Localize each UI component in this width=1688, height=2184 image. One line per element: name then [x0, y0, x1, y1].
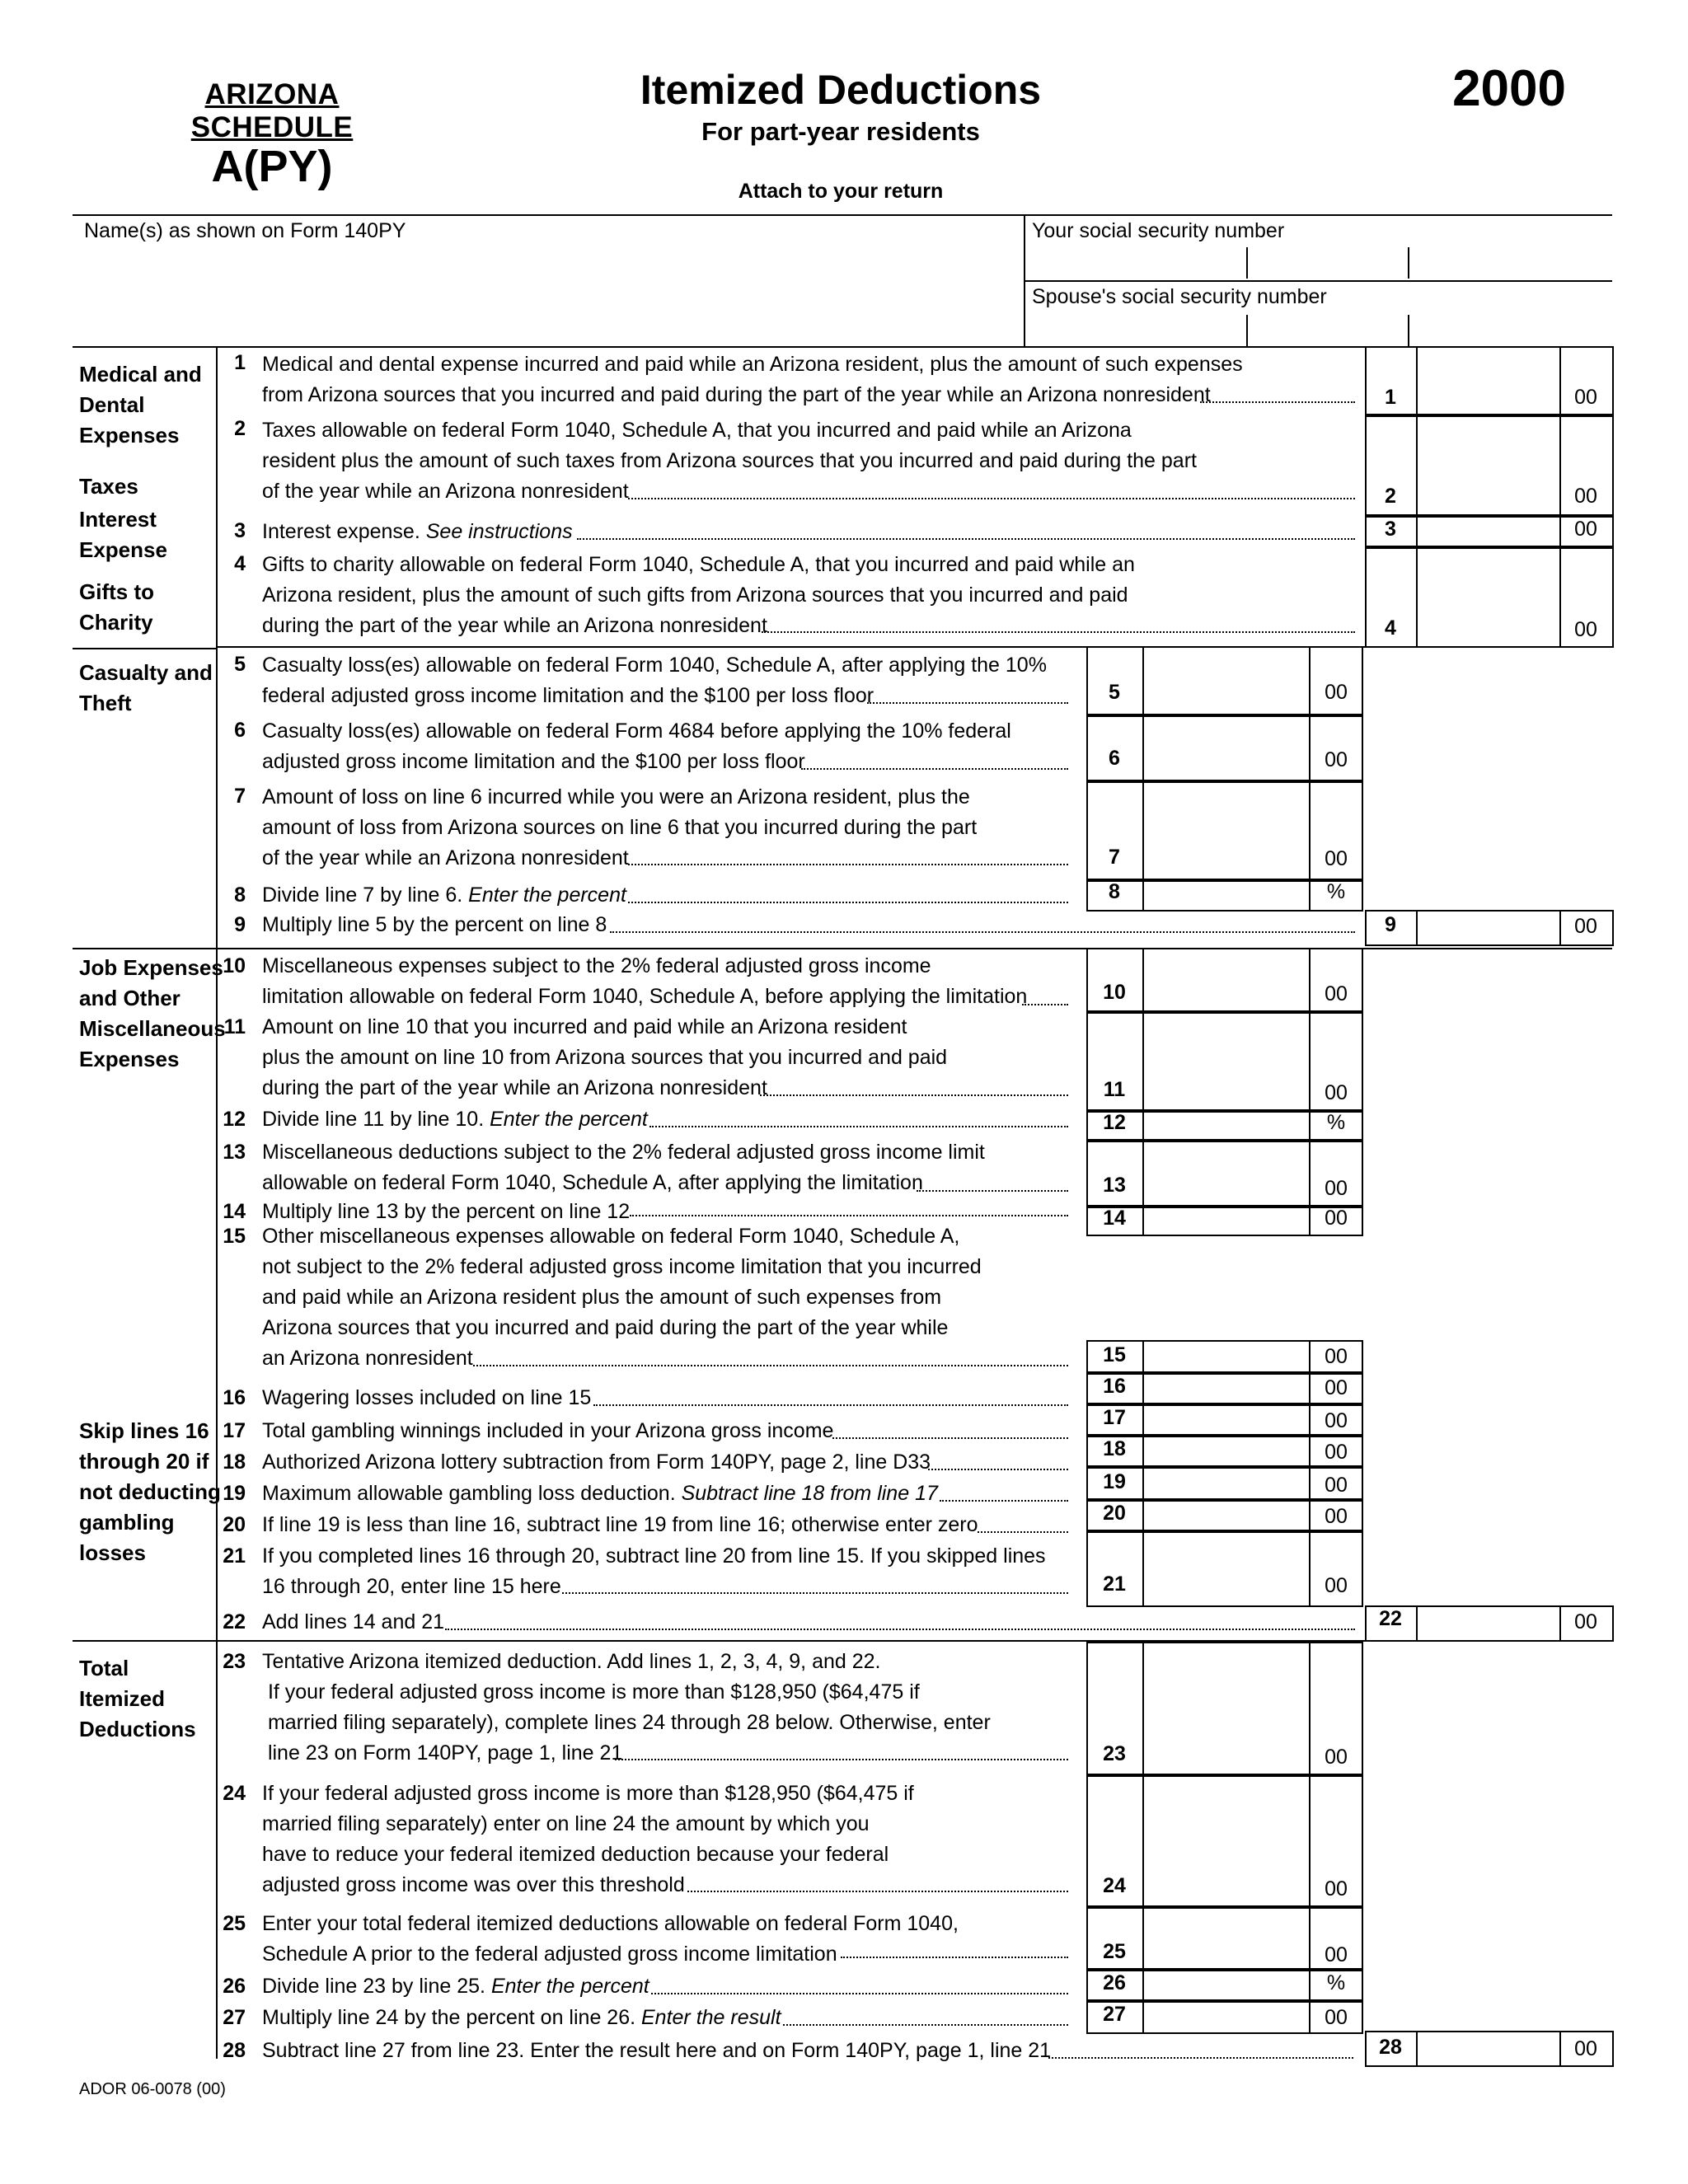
form-subtitle: For part-year residents [701, 117, 980, 146]
divider [73, 648, 216, 649]
line-number: 9 [234, 913, 246, 936]
divider [216, 346, 218, 2059]
line-2-text: Taxes allowable on federal Form 1040, Schedule A, that you incurred and paid while an Arizona resident plus the amount of such taxes from Arizona sources that you incurred and paid during the part of the year while an Arizona nonresident [262, 419, 1197, 503]
line-number: 11 [223, 1015, 246, 1038]
line-number: 20 [223, 1513, 246, 1536]
line-number: 18 [223, 1451, 246, 1474]
names-label: Name(s) as shown on Form 140PY [84, 219, 406, 242]
divider [1024, 280, 1612, 282]
line-number: 3 [234, 519, 246, 542]
line-number: 1 [234, 351, 246, 374]
line-number: 15 [223, 1225, 246, 1248]
line-number: 16 [223, 1386, 246, 1409]
line-number: 17 [223, 1419, 246, 1442]
spouse-ssn-label: Spouse's social security number [1032, 285, 1327, 308]
line-number: 19 [223, 1482, 246, 1505]
line-10-text: Miscellaneous expenses subject to the 2% federal adjusted gross income limitation allowable on federal Form 1040, Schedule A, before applying the limitation [262, 954, 1028, 1008]
line-number: 5 [234, 653, 246, 676]
divider [1246, 247, 1248, 279]
form-code: ADOR 06-0078 (00) [79, 2080, 226, 2098]
line-number: 21 [223, 1544, 246, 1568]
line-number: 28 [223, 2039, 246, 2062]
schedule-header [124, 78, 420, 192]
schedule-title: ARIZONA SCHEDULE [190, 78, 354, 143]
line-26-text: Divide line 23 by line 25. Enter the percent [262, 1975, 649, 1998]
line-number: 8 [234, 883, 246, 907]
line-6-text: Casualty loss(es) allowable on federal Form 4684 before applying the 10% federal adjusted gross income limitation and the $100 per loss floor [262, 719, 1011, 773]
line-number: 10 [223, 954, 246, 977]
line-28-text: Subtract line 27 from line 23. Enter the result here and on Form 140PY, page 1, line 21 [262, 2039, 1052, 2062]
line-14-text: Multiply line 13 by the percent on line 12 [262, 1200, 631, 1223]
line-15-text: Other miscellaneous expenses allowable on federal Form 1040, Schedule A, not subject to the 2% federal adjusted gross income limitation that you incurred and paid while an Arizona resident plus the amount of such expenses from Arizona sources that you incurred and paid during the part of the year while an Arizona nonresident [262, 1225, 982, 1370]
line-number: 2 [234, 417, 246, 440]
line-19-text: Maximum allowable gambling loss deduction. Subtract line 18 from line 17 [262, 1482, 938, 1505]
line-number: 4 [234, 552, 246, 575]
line-27-text: Multiply line 24 by the percent on line 26. Enter the result [262, 2006, 781, 2029]
ssn-label: Your social security number [1032, 219, 1285, 242]
line-22-text: Add lines 14 and 21 [262, 1610, 445, 1633]
divider [1246, 315, 1248, 346]
line-16-text: Wagering losses included on line 15 [262, 1386, 592, 1409]
line-number: 12 [223, 1108, 246, 1131]
line-number: 25 [223, 1912, 246, 1935]
section-total: Total Itemized Deductions [79, 1656, 196, 1741]
form-title: Itemized Deductions [640, 67, 1042, 113]
divider [73, 214, 1612, 216]
line-number: 23 [223, 1650, 246, 1673]
line-20-text: If line 19 is less than line 16, subtract line 19 from line 16; otherwise enter zero [262, 1513, 978, 1536]
tax-year: 2000 [1452, 60, 1566, 117]
line-13-text: Miscellaneous deductions subject to the 2% federal adjusted gross income limit allowable on federal Form 1040, Schedule A, after applying the limitation [262, 1141, 985, 1194]
section-taxes: Taxes [79, 474, 138, 499]
attach-note: Attach to your return [738, 180, 944, 203]
line-9-text: Multiply line 5 by the percent on line 8 [262, 913, 607, 936]
section-medical: Medical and Dental Expenses [79, 362, 202, 448]
line-4-text: Gifts to charity allowable on federal Form 1040, Schedule A, that you incurred and paid while an Arizona resident, plus the amount of such gifts from Arizona sources that you incurred and paid during the part of the year while an Arizona nonresident [262, 553, 1135, 637]
schedule-code: A(PY) [211, 142, 333, 191]
divider [73, 948, 1612, 949]
line-24-text: If your federal adjusted gross income is more than $128,950 ($64,475 if married filing separately) enter on line 24 the amount by which you have to reduce your federal itemized deduction because your federal adjusted gross income was over this threshold [262, 1782, 914, 1896]
line-number: 13 [223, 1141, 246, 1164]
line-1-text: Medical and dental expense incurred and paid while an Arizona resident, plus the amount of such expenses from Arizona sources that you incurred and paid during the part of the year while an Arizona nonresident [262, 353, 1243, 406]
line-number: 27 [223, 2006, 246, 2029]
line-number: 14 [223, 1200, 246, 1223]
line-number: 22 [223, 1610, 246, 1633]
ssn-field[interactable] [1030, 247, 1607, 279]
names-field[interactable] [79, 247, 1019, 338]
section-job-expenses: Job Expenses and Other Miscellaneous Expenses [79, 955, 226, 1071]
line-8-text: Divide line 7 by line 6. Enter the percent [262, 883, 626, 907]
line-17-text: Total gambling winnings included in your Arizona gross income [262, 1419, 834, 1442]
line-number: 24 [223, 1782, 246, 1805]
line-21-text: If you completed lines 16 through 20, subtract line 20 from line 15. If you skipped lines 16 through 20, enter line 15 here [262, 1544, 1046, 1598]
line-23-text: Tentative Arizona itemized deduction. Add lines 1, 2, 3, 4, 9, and 22. If your federal adjusted gross income is more than $128,950 ($64,475 if married filing separately), complete lines 24 through 28 below. Otherwise, enter line 23 on Form 140PY, page 1, line 21 [262, 1650, 991, 1765]
spouse-ssn-field[interactable] [1030, 313, 1607, 344]
line-number: 6 [234, 719, 246, 742]
line-11-text: Amount on line 10 that you incurred and paid while an Arizona resident plus the amount on line 10 from Arizona sources that you incurred and paid during the part of the year while an Arizona nonresident [262, 1015, 948, 1099]
line-25-text: Enter your total federal itemized deductions allowable on federal Form 1040, Schedule A prior to the federal adjusted gross income limitation [262, 1912, 959, 1966]
divider [1408, 247, 1409, 279]
section-interest: Interest Expense [79, 507, 167, 562]
line-7-text: Amount of loss on line 6 incurred while you were an Arizona resident, plus the amount of loss from Arizona sources on line 6 that you incurred during the part of the year while an Arizona nonresident [262, 785, 978, 869]
section-gifts: Gifts to Charity [79, 579, 154, 635]
line-5-text: Casualty loss(es) allowable on federal Form 1040, Schedule A, after applying the 10% federal adjusted gross income limitation and the $100 per loss floor [262, 654, 1047, 707]
line-3-text: Interest expense. See instructions [262, 520, 573, 543]
divider [1408, 315, 1409, 346]
line-12-text: Divide line 11 by line 10. Enter the percent [262, 1108, 648, 1131]
line-number: 26 [223, 1975, 246, 1998]
line-number: 7 [234, 785, 246, 808]
section-skip-gambling: Skip lines 16 through 20 if not deducting gambling losses [79, 1418, 221, 1565]
line-18-text: Authorized Arizona lottery subtraction from Form 140PY, page 2, line D33 [262, 1451, 931, 1474]
section-casualty: Casualty and Theft [79, 660, 213, 715]
